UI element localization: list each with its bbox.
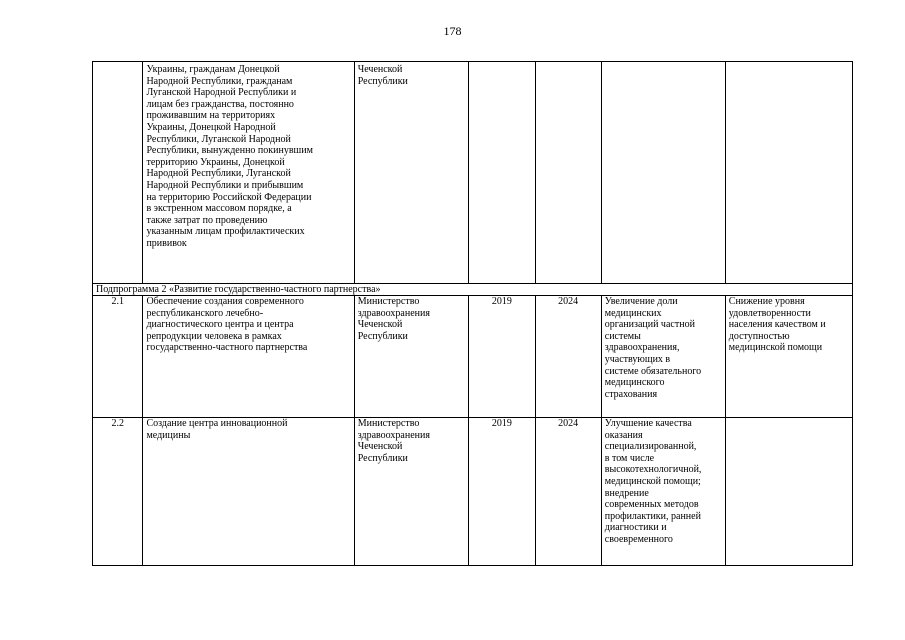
text-line: Народной Республики, Луганской: [146, 168, 291, 180]
text-line: профилактики, ранней: [604, 510, 701, 522]
lines: [605, 296, 722, 400]
text-line: репродукции человека в рамках: [146, 330, 282, 342]
text-line: высокотехнологичной,: [604, 464, 702, 476]
lines: [358, 64, 466, 87]
cell-activity-name: [143, 296, 354, 418]
text-line: Украины, гражданам Донецкой: [146, 64, 280, 75]
cell-end-year: [535, 62, 601, 284]
text-line: Чеченской: [357, 441, 403, 453]
lines: [358, 296, 466, 342]
text-line: системы: [604, 330, 641, 342]
cell-number: 2.2: [93, 418, 143, 566]
text-line: страхования: [604, 388, 658, 400]
text-line: указанным лицам профилактических: [146, 226, 305, 238]
text-line: здравоохранения,: [604, 342, 680, 354]
text-line: Украины, Донецкой Народной: [146, 121, 276, 133]
lines: [146, 64, 350, 250]
text-line: прививок: [146, 237, 187, 249]
text-line: участвующих в: [604, 353, 671, 365]
text-line: Республики: [357, 452, 408, 464]
text-line: Снижение уровня: [728, 296, 805, 307]
cell-number: 2.1: [93, 296, 143, 418]
text-line: внедрение: [604, 487, 649, 499]
cell-end-year: 2024: [535, 296, 601, 418]
text-line: современных методов: [604, 499, 699, 511]
text-line: Чеченской: [357, 319, 403, 331]
lines: [729, 296, 849, 354]
text-line: системе обязательного: [604, 365, 702, 377]
cell-start-year: 2019: [469, 296, 535, 418]
cell-start-year: 2019: [469, 418, 535, 566]
text-line: оказания: [604, 429, 643, 441]
text-line: своевременного: [604, 533, 673, 545]
text-line: в том числе: [604, 452, 655, 464]
text-line: медицинских: [604, 307, 662, 319]
text-line: Обеспечение создания современного: [146, 296, 304, 307]
cell-result: [601, 62, 725, 284]
text-line: здравоохранения: [357, 429, 430, 441]
lines: [146, 296, 350, 354]
text-line: Республики: [357, 330, 408, 342]
text-line: Увеличение доли: [604, 296, 678, 307]
lines: [605, 418, 722, 546]
text-line: здравоохранения: [357, 307, 430, 319]
text-line: государственно-частного партнерства: [146, 342, 308, 354]
text-line: Республики, вынужденно покинувшим: [146, 145, 313, 157]
table-row: [93, 418, 853, 566]
text-line: в экстренном массовом порядке, а: [146, 203, 292, 215]
text-line: организаций частной: [604, 319, 695, 331]
text-line: диагностики и: [604, 522, 667, 534]
table-row-subprogram: [93, 284, 853, 296]
text-line: на территорию Российской Федерации: [146, 191, 312, 203]
text-line: Чеченской: [357, 64, 403, 75]
lines: [146, 418, 350, 441]
activities-table: [92, 61, 853, 566]
text-line: медицины: [146, 429, 191, 441]
text-line: медицинского: [604, 377, 665, 389]
text-line: удовлетворенности: [728, 307, 811, 319]
text-line: республиканского лечебно-: [146, 307, 264, 319]
lines: [358, 418, 466, 464]
text-line: проживавшим на территориях: [146, 110, 276, 122]
text-line: Улучшение качества: [604, 418, 692, 429]
cell-executor: [354, 418, 469, 566]
page-number: 178: [443, 24, 462, 38]
cell-end-year: 2024: [535, 418, 601, 566]
text-line: Народной Республики и прибывшим: [146, 179, 304, 191]
text-line: Луганской Народной Республики и: [146, 87, 297, 99]
text-line: специализированной,: [604, 441, 697, 453]
cell-activity-name: [143, 62, 354, 284]
table-row-continuation: [93, 62, 853, 284]
text-line: Народной Республики, гражданам: [146, 75, 293, 87]
text-line: Министерство: [357, 296, 420, 307]
text-line: медицинской помощи;: [604, 475, 701, 487]
cell-effect: [725, 62, 852, 284]
cell-activity-name: [143, 418, 354, 566]
text-line: доступностью: [728, 330, 790, 342]
text-line: медицинской помощи: [728, 342, 823, 354]
cell-effect: [725, 296, 852, 418]
cell-start-year: [469, 62, 535, 284]
text-line: Республики, Луганской Народной: [146, 133, 291, 145]
text-line: территорию Украины, Донецкой: [146, 156, 285, 168]
cell-result: [601, 418, 725, 566]
text-line: также затрат по проведению: [146, 214, 268, 226]
text-line: Министерство: [357, 418, 420, 429]
subprogram-title: Подпрограмма 2 «Развитие государственно-частного партнерства»: [93, 284, 853, 296]
text-line: Республики: [357, 75, 408, 87]
cell-number: [93, 62, 143, 284]
cell-executor: [354, 62, 469, 284]
text-line: лицам без гражданства, постоянно: [146, 98, 294, 110]
table-row: [93, 296, 853, 418]
cell-effect: [725, 418, 852, 566]
text-line: Создание центра инновационной: [146, 418, 288, 429]
cell-executor: [354, 296, 469, 418]
cell-result: [601, 296, 725, 418]
text-line: диагностического центра и центра: [146, 319, 294, 331]
text-line: населения качеством и: [728, 319, 826, 331]
